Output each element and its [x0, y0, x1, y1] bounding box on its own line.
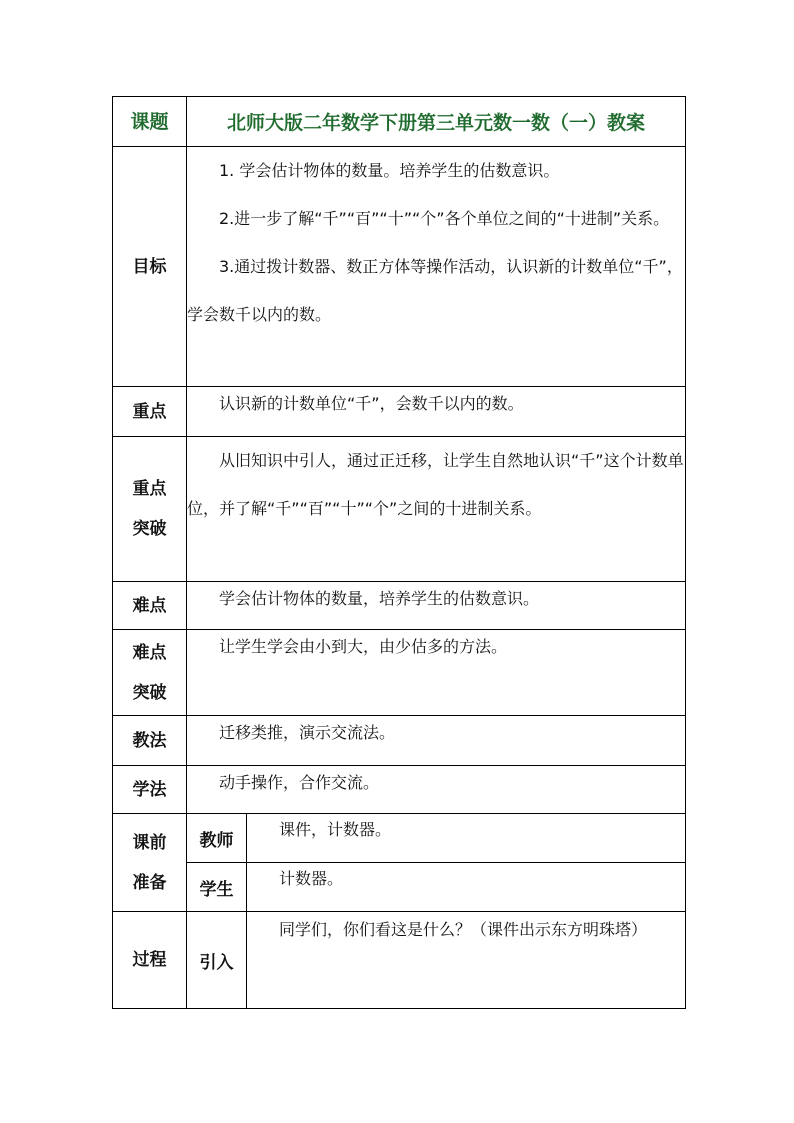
- goals-row: [113, 147, 686, 387]
- intro-label: 引入: [187, 912, 247, 1009]
- key-breakthrough-label: [113, 437, 187, 582]
- key-point-text: 认识新的计数单位“千”，会数千以内的数。: [219, 394, 524, 413]
- preparation-label-1: 课前: [132, 832, 167, 853]
- lesson-title: 北师大版二年数学下册第三单元数一数（一）教案: [187, 97, 686, 147]
- difficulty-row: [113, 582, 686, 630]
- teaching-method-row: [113, 716, 686, 766]
- goal-1: 1. 学会估计物体的数量。培养学生的估数意识。: [219, 161, 560, 180]
- goals-content: [187, 147, 686, 387]
- topic-label: 课题: [113, 97, 187, 147]
- goal-3: 3.通过拨计数器、数正方体等操作活动，认识新的计数单位“千”，学会数千以内的数。: [187, 257, 683, 324]
- difficulty-text: 学会估计物体的数量，培养学生的估数意识。: [219, 589, 540, 608]
- difficulty-breakthrough-label-2: 突破: [132, 682, 167, 703]
- key-breakthrough-label-2: 突破: [132, 519, 167, 539]
- preparation-student-row: [113, 863, 686, 912]
- key-breakthrough-text: 从旧知识中引人，通过正迁移，让学生自然地认识“千”这个计数单位，并了解“千”“百”“十”“个”之间的十进制关系。: [187, 451, 684, 518]
- key-breakthrough-label-1: 重点: [132, 479, 167, 499]
- process-label: 过程: [113, 912, 187, 1009]
- difficulty-breakthrough-text: 让学生学会由小到大，由少估多的方法。: [219, 637, 508, 656]
- learning-method-row: [113, 766, 686, 814]
- teaching-method-label: 教法: [113, 716, 187, 766]
- lesson-plan-table: [112, 96, 686, 1009]
- goals-label: 目标: [113, 147, 187, 387]
- teacher-label: 教师: [187, 814, 247, 863]
- difficulty-breakthrough-label: [113, 630, 187, 716]
- goal-2: 2.进一步了解“千”“百”“十”“个”各个单位之间的“十进制”关系。: [219, 209, 670, 228]
- difficulty-label: 难点: [113, 582, 187, 630]
- teaching-method-text: 迁移类推，演示交流法。: [219, 723, 396, 742]
- difficulty-breakthrough-row: [113, 630, 686, 716]
- preparation-teacher-row: [113, 814, 686, 863]
- difficulty-breakthrough-label-1: 难点: [132, 642, 167, 663]
- title-row: [113, 97, 686, 147]
- learning-method-text: 动手操作，合作交流。: [219, 773, 380, 792]
- intro-text: 同学们，你们看这是什么？（课件出示东方明珠塔）: [279, 920, 648, 939]
- student-label: 学生: [187, 863, 247, 912]
- student-preparation-text: 计数器。: [279, 869, 344, 888]
- preparation-label: [113, 814, 187, 912]
- key-point-label: 重点: [113, 387, 187, 437]
- teacher-preparation-text: 课件，计数器。: [279, 820, 392, 839]
- key-breakthrough-row: [113, 437, 686, 582]
- key-point-row: [113, 387, 686, 437]
- preparation-label-2: 准备: [132, 872, 167, 893]
- process-row: [113, 912, 686, 1009]
- learning-method-label: 学法: [113, 766, 187, 814]
